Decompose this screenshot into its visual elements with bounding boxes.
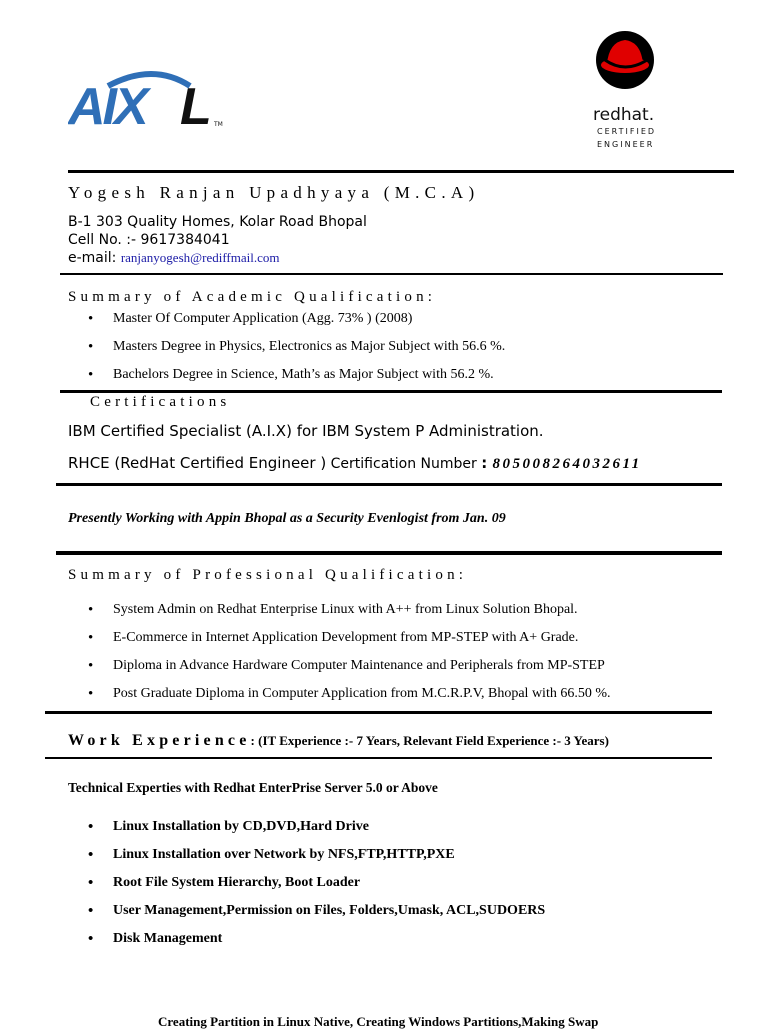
certifications-heading: Certifications: [90, 394, 231, 410]
academic-list: [68, 310, 718, 394]
list-item: • Bachelors Degree in Science, Math’s as Major Subject with 56.2 %.: [68, 366, 718, 394]
professional-heading: Summary of Professional Qualification:: [68, 567, 468, 583]
technical-heading: Technical Experties with Redhat EnterPrise Server 5.0 or Above: [68, 780, 438, 795]
divider: [45, 757, 712, 759]
academic-heading: Summary of Academic Qualification:: [68, 289, 437, 305]
cell-number: Cell No. :- 9617384041: [68, 232, 230, 248]
svg-text:L: L: [180, 78, 212, 130]
email-label: e-mail:: [68, 250, 121, 266]
list-item: • Master Of Computer Application (Agg. 73% ) (2008): [68, 310, 718, 338]
list-item: • Linux Installation by CD,DVD,Hard Drive: [68, 818, 728, 846]
ibm-certification: IBM Certified Specialist (A.I.X) for IBM System P Administration.: [68, 422, 544, 440]
list-item: • Masters Degree in Physics, Electronics as Major Subject with 56.6 %.: [68, 338, 718, 366]
list-item: • Post Graduate Diploma in Computer Application from M.C.R.P.V, Bhopal with 66.50 %.: [68, 685, 728, 713]
divider: [60, 273, 723, 275]
svg-text:redhat.: redhat.: [593, 105, 655, 125]
work-experience-line: [68, 732, 609, 750]
divider: [56, 483, 722, 486]
work-detail: : (IT Experience :- 7 Years, Relevant Field Experience :- 3 Years): [250, 733, 609, 748]
technical-list: [68, 818, 728, 958]
work-heading: Work Experience: [68, 732, 251, 749]
divider: [68, 170, 734, 173]
divider: [56, 551, 722, 555]
list-item: • Linux Installation over Network by NFS,FTP,HTTP,PXE: [68, 846, 728, 874]
rhce-line: [68, 454, 642, 473]
rhce-label: RHCE (RedHat Certified Engineer ): [68, 454, 327, 472]
professional-list: [68, 601, 728, 713]
list-item: • User Management,Permission on Files, Folders,Umask, ACL,SUDOERS: [68, 902, 728, 930]
svg-text:CERTIFIED: CERTIFIED: [597, 127, 657, 136]
list-item: • Diploma in Advance Hardware Computer Maintenance and Peripherals from MP-STEP: [68, 657, 728, 685]
candidate-name: Yogesh Ranjan Upadhyaya (M.C.A): [68, 183, 480, 202]
redhat-logo: [585, 30, 665, 154]
cert-separator: :: [481, 454, 493, 472]
present-employment: Presently Working with Appin Bhopal as a Security Evenlogist from Jan. 09: [68, 511, 506, 526]
list-item: • E-Commerce in Internet Application Development from MP-STEP with A+ Grade.: [68, 629, 728, 657]
email-line: [68, 250, 279, 267]
email-link[interactable]: ranjanyogesh@rediffmail.com: [120, 250, 280, 265]
svg-text:AIX: AIX: [68, 78, 146, 130]
list-item: • Root File System Hierarchy, Boot Loader: [68, 874, 728, 902]
list-item: • System Admin on Redhat Enterprise Linux with A++ from Linux Solution Bhopal.: [68, 601, 728, 629]
address: B-1 303 Quality Homes, Kolar Road Bhopal: [68, 214, 367, 230]
divider: [60, 390, 722, 393]
list-item: • Disk Management: [68, 930, 728, 958]
svg-text:TM: TM: [214, 121, 223, 128]
divider: [45, 711, 712, 714]
aix-logo: [68, 68, 228, 130]
cert-number: 805008264032611: [492, 456, 642, 472]
cutoff-line: Creating Partition in Linux Native, Creating Windows Partitions,Making Swap: [158, 1014, 599, 1029]
svg-text:ENGINEER: ENGINEER: [597, 140, 655, 149]
cert-number-label: Certification Number: [326, 456, 482, 472]
